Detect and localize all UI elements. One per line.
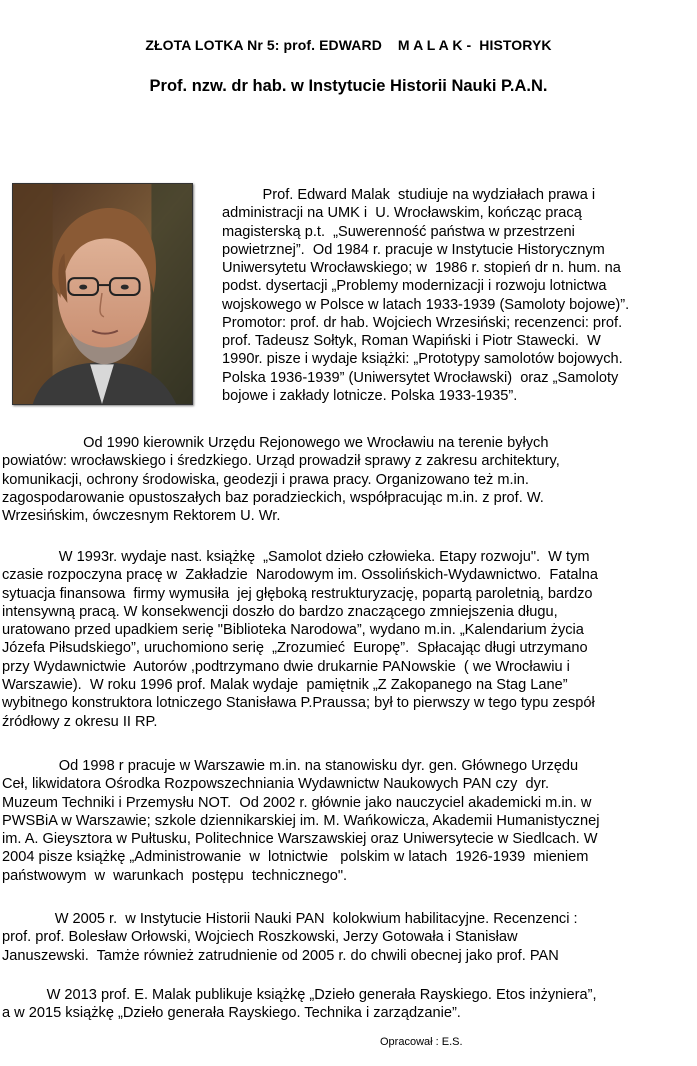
- text-line: W 2013 prof. E. Malak publikuje książkę „Dzieło generała Rayskiego. Etos inżyniera”,: [2, 987, 597, 1003]
- text-line: im. A. Gieysztora w Pułtusku, Politechnice Warszawskiej oraz Uniwersytecie w Siedlcach. W: [2, 831, 598, 848]
- portrait-illustration: [13, 184, 192, 404]
- text-line: Uniwersytetu Wrocławskiego; w 1986 r. stopień dr n. hum. na: [222, 260, 621, 276]
- text-line: Polska 1936-1939” (Uniwersytet Wrocławski) oraz „Samoloty: [222, 369, 619, 386]
- paragraph-1990: [2, 434, 694, 525]
- text-line: PWSBiA w Warszawie; szkole dziennikarskiej im. M. Wańkowicza, Akademii Humanistycznej: [2, 812, 600, 829]
- text-line: podst. dysertacji „Problemy modernizacji i rozwoju lotnictwa: [222, 278, 607, 295]
- text-line: sytuacja finansowa firmy wymusiła jej głęboką restrukturyzację, popartą paroletnią, bardzo: [2, 585, 593, 602]
- text-line: 1990r. pisze i wydaje książki: „Prototypy samolotów bojowych.: [222, 351, 623, 368]
- text-line: wybitnego konstruktora lotniczego Stanisława P.Praussa; był to pierwszy w tego typu zespół: [2, 695, 595, 712]
- text-line: Prof. Edward Malak studiuje na wydziałach prawa i: [222, 187, 596, 203]
- text-line: Muzeum Techniki i Przemysłu NOT. Od 2002 r. głównie jako nauczyciel akademicki m.in. w: [2, 794, 592, 811]
- text-line: powiatów: wrocławskiego i średzkiego. Urząd prowadził sprawy z zakresu architektury,: [2, 453, 560, 470]
- text-line: intensywną pracą. W konsekwencji doszło do bardzo znaczącego zmniejszenia długu,: [2, 603, 558, 620]
- paragraph-2013: [2, 986, 694, 1023]
- text-line: Od 1990 kierownik Urzędu Rejonowego we Wrocławiu na terenie byłych: [2, 435, 549, 451]
- text-line: źródłowy z okresu II RP.: [2, 713, 158, 730]
- text-line: Ceł, likwidatora Ośrodka Rozpowszechniania Wydawnictw Naukowych PAN czy dyr.: [2, 776, 550, 793]
- text-line: uratowano przed upadkiem serię "Biblioteka Narodowa”, wydano m.in. „Kalendarium życia: [2, 622, 584, 639]
- text-line: prof. prof. Bolesław Orłowski, Wojciech Roszkowski, Jerzy Gotowała i Stanisław: [2, 929, 518, 946]
- text-line: Wrzesińskim, ówczesnym Rektorem U. Wr.: [2, 508, 281, 525]
- text-line: magisterską p.t. „Suwerenność państwa w przestrzeni: [222, 223, 575, 240]
- text-line: Od 1998 r pracuje w Warszawie m.in. na stanowisku dyr. gen. Głównego Urzędu: [2, 758, 579, 774]
- document-subtitle: Prof. nzw. dr hab. w Instytucie Historii Nauki P.A.N.: [149, 77, 548, 95]
- text-line: W 1993r. wydaje nast. książkę „Samolot dzieło człowieka. Etapy rozwoju". W tym: [2, 549, 590, 565]
- text-line: a w 2015 książkę „Dzieło generała Rayskiego. Technika i zarządzanie”.: [2, 1005, 461, 1022]
- text-line: Januszewski. Tamże również zatrudnienie od 2005 r. do chwili obecnej jako prof. PAN: [2, 947, 559, 964]
- text-line: powietrznej”. Od 1984 r. pracuje w Instytucie Historycznym: [222, 241, 605, 258]
- text-line: W 2005 r. w Instytucie Historii Nauki PAN kolokwium habilitacyjne. Recenzenci :: [2, 911, 578, 927]
- text-line: państwowym w warunkach postępu technicznego".: [2, 867, 348, 884]
- text-line: prof. Tadeusz Sołtyk, Roman Wapiński i Piotr Stawecki. W: [222, 333, 601, 349]
- text-line: komunikacji, ochrony środowiska, geodezji i prawa pracy. Organizowano też m.in.: [2, 471, 529, 488]
- text-line: wojskowego w Polsce w latach 1933-1939 (Samoloty bojowe)”.: [222, 296, 630, 313]
- text-line: przy Wydawnictwie Autorów ,podtrzymano dwie drukarnie PANowskie ( we Wrocławiu i: [2, 658, 570, 675]
- text-line: Promotor: prof. dr hab. Wojciech Wrzesiński; recenzenci: prof.: [222, 314, 623, 331]
- intro-paragraph: [222, 186, 692, 405]
- paragraph-1998: [2, 757, 694, 885]
- text-line: Józefa Piłsudskiego”, uruchomiono serię „Zrozumieć Europę”. Spłacając długi utrzymano: [2, 640, 588, 657]
- text-line: 2004 pisze książkę „Administrowanie w lotnictwie polskim w latach 1926-1939 mieniem: [2, 849, 589, 866]
- text-line: czasie rozpoczyna pracę w Zakładzie Narodowym im. Ossolińskich-Wydawnictwo. Fatalna: [2, 567, 598, 584]
- author-credit: Opracował : E.S.: [380, 1036, 463, 1048]
- text-line: bojowe i zakłady lotnicze. Polska 1933-1935”.: [222, 387, 518, 404]
- document-title: ZŁOTA LOTKA Nr 5: prof. EDWARD M A L A K - HISTORYK: [145, 37, 552, 53]
- text-line: administracji na UMK i U. Wrocławskim, kończąc pracą: [222, 205, 582, 222]
- paragraph-2005: [2, 910, 694, 965]
- text-line: zagospodarowanie opustoszałych baz poradzieckich, współpracując m.in. z prof. W.: [2, 489, 544, 506]
- paragraph-1993: [2, 548, 694, 731]
- portrait-photo: [12, 183, 193, 405]
- text-line: Warszawie). W roku 1996 prof. Malak wydaje pamiętnik „Z Zakopanego na Stag Lane”: [2, 677, 568, 694]
